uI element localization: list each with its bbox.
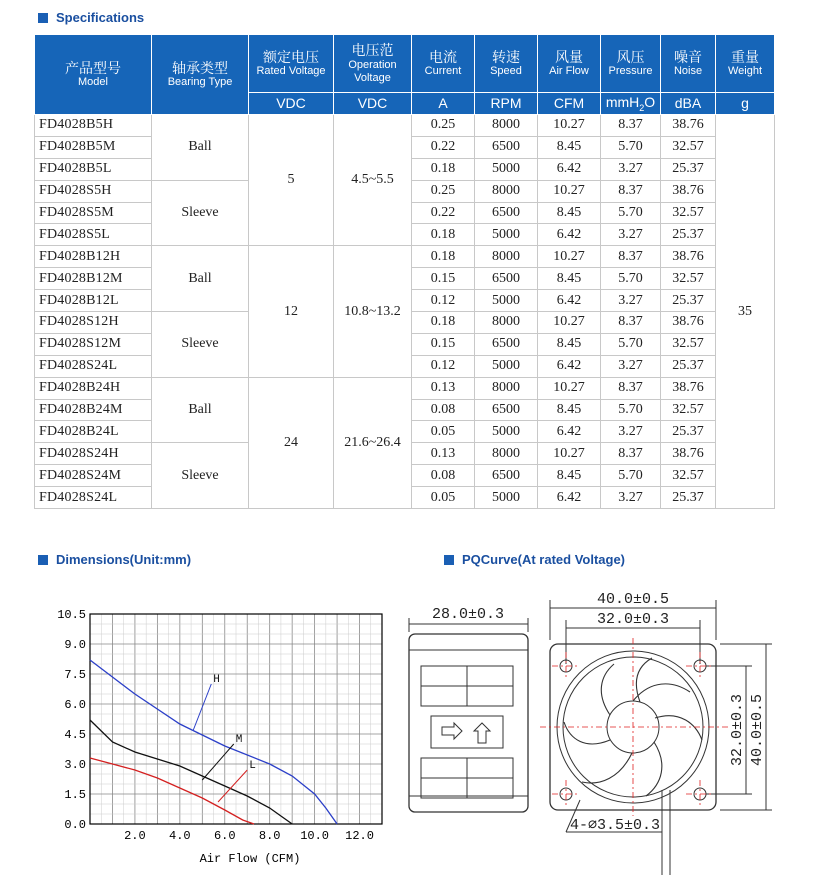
cell-noise: 25.37	[661, 487, 716, 509]
cell-model: FD4028S5H	[35, 180, 152, 202]
cell-current: 0.18	[412, 246, 475, 268]
unit-airflow: CFM	[538, 93, 601, 115]
cell-airflow: 10.27	[538, 312, 601, 334]
table-row	[35, 115, 775, 137]
cell-model: FD4028B5H	[35, 115, 152, 137]
cell-airflow: 8.45	[538, 268, 601, 290]
header-speed: 转速 Speed	[475, 35, 538, 93]
y-tick-label: 4.5	[64, 728, 86, 742]
cell-airflow: 10.27	[538, 115, 601, 137]
side-view-body	[409, 634, 528, 812]
cell-current: 0.05	[412, 487, 475, 509]
header-noise: 噪音 Noise	[661, 35, 716, 93]
cell-noise: 25.37	[661, 224, 716, 246]
cell-model: FD4028B12H	[35, 246, 152, 268]
header-current: 电流 Current	[412, 35, 475, 93]
cell-current: 0.15	[412, 333, 475, 355]
cell-current: 0.08	[412, 399, 475, 421]
y-tick-label: 9.0	[64, 638, 86, 652]
cell-pressure: 3.27	[601, 158, 661, 180]
cell-pressure: 5.70	[601, 268, 661, 290]
cell-speed: 8000	[475, 180, 538, 202]
arrow-right-icon	[442, 723, 462, 739]
dim-hole-spacing-label: 32.0±0.3	[596, 611, 670, 628]
cell-operation-voltage: 4.5~5.5	[334, 115, 412, 246]
cell-operation-voltage: 10.8~13.2	[334, 246, 412, 377]
cell-pressure: 5.70	[601, 333, 661, 355]
cell-model: FD4028B24M	[35, 399, 152, 421]
cell-airflow: 10.27	[538, 180, 601, 202]
x-tick-label: 6.0	[213, 829, 236, 843]
cell-pressure: 3.27	[601, 421, 661, 443]
cell-speed: 6500	[475, 136, 538, 158]
cell-current: 0.22	[412, 202, 475, 224]
cell-noise: 32.57	[661, 136, 716, 158]
cell-speed: 6500	[475, 465, 538, 487]
section-marker-icon	[38, 13, 48, 23]
cell-noise: 38.76	[661, 443, 716, 465]
unit-current: A	[412, 93, 475, 115]
cell-noise: 25.37	[661, 421, 716, 443]
x-tick-label: 12.0	[345, 829, 374, 843]
cell-noise: 32.57	[661, 399, 716, 421]
dim-depth-label: 28.0±0.3	[431, 606, 505, 623]
cell-current: 0.08	[412, 465, 475, 487]
cell-speed: 6500	[475, 333, 538, 355]
header-row	[35, 35, 775, 93]
cell-airflow: 10.27	[538, 377, 601, 399]
unit-speed: RPM	[475, 93, 538, 115]
header-airflow: 风量 Air Flow	[538, 35, 601, 93]
cell-current: 0.18	[412, 158, 475, 180]
cell-noise: 32.57	[661, 465, 716, 487]
cell-pressure: 5.70	[601, 136, 661, 158]
cell-current: 0.25	[412, 180, 475, 202]
y-tick-label: 1.5	[64, 788, 86, 802]
cell-speed: 8000	[475, 115, 538, 137]
section-marker-icon	[444, 555, 454, 565]
cell-model: FD4028S12M	[35, 333, 152, 355]
cell-speed: 6500	[475, 202, 538, 224]
cell-pressure: 3.27	[601, 224, 661, 246]
cell-model: FD4028B12M	[35, 268, 152, 290]
cell-current: 0.25	[412, 115, 475, 137]
dim-outer-label: 40.0±0.5	[596, 591, 670, 608]
cell-airflow: 6.42	[538, 290, 601, 312]
cell-speed: 8000	[475, 312, 538, 334]
cell-speed: 5000	[475, 224, 538, 246]
cell-model: FD4028B5M	[35, 136, 152, 158]
cell-current: 0.05	[412, 421, 475, 443]
chart-ticks	[57, 608, 374, 843]
unit-noise: dBA	[661, 93, 716, 115]
section-pq-curve	[444, 552, 625, 567]
cell-pressure: 3.27	[601, 487, 661, 509]
cell-speed: 5000	[475, 355, 538, 377]
dim-vertical-hole-label: 32.0±0.3	[729, 693, 746, 767]
cell-speed: 5000	[475, 158, 538, 180]
cell-current: 0.18	[412, 224, 475, 246]
cell-airflow: 8.45	[538, 399, 601, 421]
cell-pressure: 8.37	[601, 377, 661, 399]
series-leader-M	[202, 744, 233, 780]
unit-pressure: mmH$_2$O	[601, 93, 661, 115]
section-specifications	[38, 10, 144, 25]
unit-voltage: VDC	[249, 93, 334, 115]
cell-current: 0.12	[412, 355, 475, 377]
cell-current: 0.15	[412, 268, 475, 290]
chart-grid	[90, 614, 382, 824]
section-title-pq-curve: PQCurve(At rated Voltage)	[462, 552, 626, 567]
x-tick-label: 2.0	[124, 829, 146, 843]
table-row	[35, 377, 775, 399]
fan-dimension-drawing	[400, 590, 790, 875]
header-bearing: 轴承类型 Bearing Type	[152, 35, 249, 115]
y-tick-label: 6.0	[64, 698, 86, 712]
arrow-up-icon	[474, 723, 490, 743]
dim-vertical-outer-label: 40.0±0.5	[749, 693, 766, 767]
header-operation-voltage: 电压范 Operation Voltage	[334, 35, 412, 93]
series-label-L: L	[249, 760, 256, 772]
header-weight: 重量 Weight	[716, 35, 775, 93]
cell-noise: 25.37	[661, 355, 716, 377]
cell-current: 0.22	[412, 136, 475, 158]
cell-model: FD4028S5M	[35, 202, 152, 224]
cell-noise: 38.76	[661, 180, 716, 202]
cell-bearing: Ball	[152, 115, 249, 181]
cell-weight: 35	[716, 115, 775, 509]
cell-airflow: 8.45	[538, 333, 601, 355]
cell-noise: 25.37	[661, 290, 716, 312]
cell-noise: 38.76	[661, 312, 716, 334]
section-marker-icon	[38, 555, 48, 565]
cell-model: FD4028B12L	[35, 290, 152, 312]
unit-operation: VDC	[334, 93, 412, 115]
cell-noise: 38.76	[661, 115, 716, 137]
header-model: 产品型号 Model	[35, 35, 152, 115]
cell-speed: 6500	[475, 399, 538, 421]
cell-speed: 8000	[475, 377, 538, 399]
cell-airflow: 6.42	[538, 355, 601, 377]
y-tick-label: 7.5	[64, 668, 86, 682]
cell-airflow: 6.42	[538, 421, 601, 443]
cell-bearing: Sleeve	[152, 312, 249, 378]
cell-bearing: Sleeve	[152, 180, 249, 246]
cell-pressure: 8.37	[601, 443, 661, 465]
cell-noise: 32.57	[661, 268, 716, 290]
section-dimensions	[38, 552, 191, 567]
cell-model: FD4028S24L	[35, 487, 152, 509]
x-tick-label: 10.0	[300, 829, 330, 843]
cell-speed: 5000	[475, 290, 538, 312]
cell-noise: 32.57	[661, 202, 716, 224]
cell-pressure: 5.70	[601, 399, 661, 421]
cell-airflow: 8.45	[538, 136, 601, 158]
y-tick-label: 10.5	[57, 608, 86, 622]
cell-noise: 32.57	[661, 333, 716, 355]
cell-model: FD4028B24H	[35, 377, 152, 399]
cell-airflow: 6.42	[538, 224, 601, 246]
cell-current: 0.18	[412, 312, 475, 334]
cell-pressure: 5.70	[601, 202, 661, 224]
y-tick-label: 3.0	[64, 758, 86, 772]
cell-pressure: 8.37	[601, 180, 661, 202]
header-rated-voltage: 额定电压 Rated Voltage	[249, 35, 334, 93]
spec-table	[34, 34, 775, 509]
cell-operation-voltage: 21.6~26.4	[334, 377, 412, 508]
chart-xlabel: Air Flow (CFM)	[199, 852, 301, 866]
cell-current: 0.13	[412, 377, 475, 399]
cell-model: FD4028B5L	[35, 158, 152, 180]
cell-model: FD4028S12H	[35, 312, 152, 334]
cell-rated-voltage: 12	[249, 246, 334, 377]
series-label-H: H	[213, 674, 220, 686]
cell-airflow: 8.45	[538, 202, 601, 224]
cell-current: 0.13	[412, 443, 475, 465]
pq-curve-chart	[28, 600, 408, 870]
cell-model: FD4028S24M	[35, 465, 152, 487]
cell-airflow: 6.42	[538, 487, 601, 509]
series-leader-L	[218, 770, 247, 802]
cell-speed: 8000	[475, 246, 538, 268]
cell-pressure: 8.37	[601, 312, 661, 334]
cell-pressure: 8.37	[601, 246, 661, 268]
x-tick-label: 4.0	[169, 829, 191, 843]
cell-noise: 38.76	[661, 246, 716, 268]
section-title-specifications: Specifications	[56, 10, 145, 25]
header-pressure: 风压 Pressure	[601, 35, 661, 93]
cell-airflow: 10.27	[538, 443, 601, 465]
cell-pressure: 3.27	[601, 290, 661, 312]
cell-model: FD4028S24H	[35, 443, 152, 465]
cell-speed: 8000	[475, 443, 538, 465]
cell-noise: 38.76	[661, 377, 716, 399]
cell-rated-voltage: 5	[249, 115, 334, 246]
spec-table-body	[35, 115, 775, 509]
cell-airflow: 10.27	[538, 246, 601, 268]
y-tick-label: 0.0	[64, 818, 86, 832]
section-title-dimensions: Dimensions(Unit:mm)	[56, 552, 192, 567]
cell-speed: 5000	[475, 487, 538, 509]
cell-speed: 5000	[475, 421, 538, 443]
cell-pressure: 3.27	[601, 355, 661, 377]
cell-current: 0.12	[412, 290, 475, 312]
cell-pressure: 5.70	[601, 465, 661, 487]
cell-rated-voltage: 24	[249, 377, 334, 508]
cell-bearing: Sleeve	[152, 443, 249, 509]
dim-holes-label: 4-⌀3.5±0.3	[570, 817, 661, 834]
cell-speed: 6500	[475, 268, 538, 290]
cell-airflow: 6.42	[538, 158, 601, 180]
cell-model: FD4028S5L	[35, 224, 152, 246]
cell-noise: 25.37	[661, 158, 716, 180]
table-row	[35, 246, 775, 268]
series-label-M: M	[235, 734, 243, 746]
x-tick-label: 8.0	[258, 829, 281, 843]
cell-airflow: 8.45	[538, 465, 601, 487]
cell-model: FD4028S24L	[35, 355, 152, 377]
cell-bearing: Ball	[152, 246, 249, 312]
cell-bearing: Ball	[152, 377, 249, 443]
unit-weight: g	[716, 93, 775, 115]
cell-pressure: 8.37	[601, 115, 661, 137]
cell-model: FD4028B24L	[35, 421, 152, 443]
